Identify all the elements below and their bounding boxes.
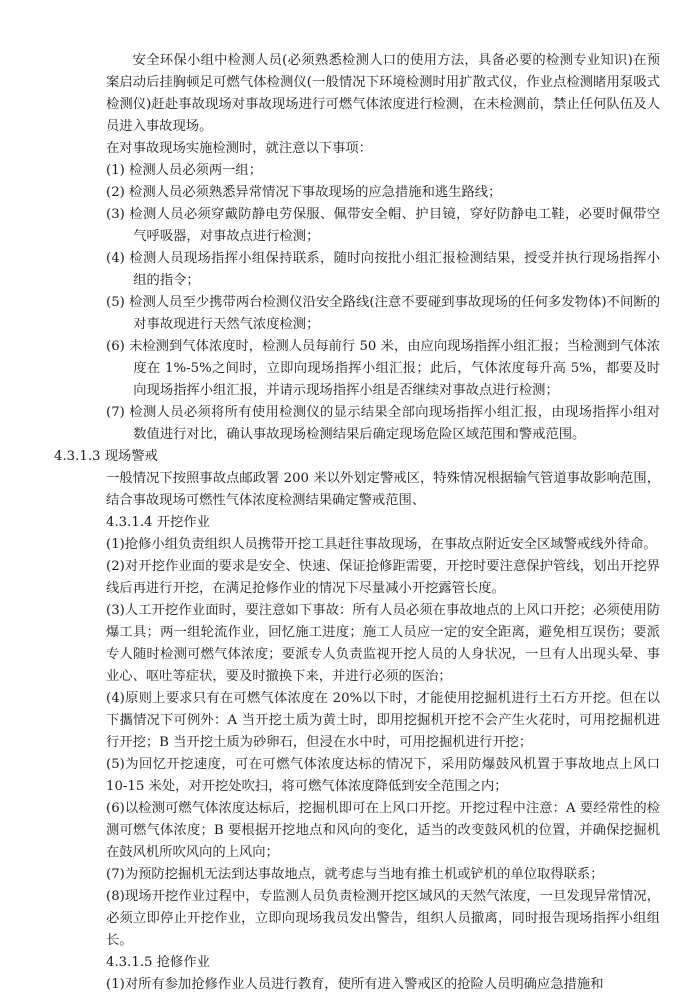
notice-item: (6) 未检测到气体浓度时，检测人员每前行 50 米，由应向现场指挥小组汇报；当检测到气体浓度在 1%-5%之间时，立即向现场指挥小组汇报；此后，气体浓度每升高 5%，都要及时向现场指挥小组汇报，并请示现场指挥小组是否继续对事故点进行检测； <box>106 339 660 398</box>
section-body-4313: 一般情况下按照事故点邮政署 200 米以外划定警戒区，特殊情况根据输气管道事故影响范围，结合事故现场可燃性气体浓度检测结果确定警戒范围、 <box>106 471 660 508</box>
notice-item: (4) 检测人员现场指挥小组保持联系，随时向按批小组汇报检测结果，授受并执行现场指挥小组的指令； <box>106 251 660 288</box>
dig-item: (8)现场开挖作业过程中，专监测人员负责检测开挖区域风的天然气浓度，一旦发现异常情况，必须立即停止开挖作业，立即向现场我员发出警告，组织人员撤离，同时报告现场指挥小组组长。 <box>106 889 660 948</box>
repair-item: (1)对所有参加抢修作业人员进行教育，使所有进入警戒区的抢险人员明确应急措施和 <box>106 977 604 992</box>
dig-item: (2)对开挖作业面的要求是安全、快速、保证抢修距需要，开挖时要注意保护管线，划出开挖界线后再进行开挖，在满足抢修作业的情况下尽量减小开挖露管长度。 <box>106 559 660 596</box>
notice-item: (7) 检测人员必须将所有使用检测仪的显示结果全部向现场指挥小组汇报，由现场指挥小组对数值进行对比，确认事故现场检测结果后确定现场危险区域范围和警戒范围。 <box>106 405 660 442</box>
dig-item: (4)原则上要求只有在可燃气体浓度在 20%以下时，才能使用挖掘机进行土石方开挖。但在以下攜情况下可例外：A 当开挖土质为黄土时，即用挖掘机开挖不会产生火花时，可用挖掘机进行开挖；B 当开挖土质为砂卵石，但浸在水中时，可用挖掘机进行开挖； <box>106 691 660 750</box>
notice-item: (3) 检测人员必须穿戴防静电劳保服、佩带安全帽、护目镜，穿好防静电工鞋，必要时佩带空气呼吸器，对事故点进行检测； <box>106 207 660 244</box>
section-heading-4315: 4.3.1.5 抢修作业 <box>106 955 210 970</box>
notice-item: (2) 检测人员必须熟悉异常情况下事故现场的应急措施和逃生路线； <box>106 185 502 200</box>
section-heading-4313: 4.3.1.3 现场警戒 <box>54 449 158 464</box>
notice-item: (5) 检测人员至少携带两台检测仪沿安全路线(注意不要碰到事故现场的任何多发物体)不间断的对事故现进行天然气浓度检测； <box>106 295 660 332</box>
intro-paragraph: 安全环保小组中检测人员(必须熟悉检测人口的使用方法，具备必要的检测专业知识)在预案启动后挂胸顿足可燃气体检测仪(一般情况下环境检测时用扩散式仪，作业点检测睹用泵吸式检测仪)赶赴事故现场对事故现场进行可燃气体浓度进行检测，在未检测前，禁止任何队伍及人员进入事故现场。 <box>106 53 660 134</box>
dig-item: (7)为预防挖掘机无法到达事故地点，就考虑与当地有推土机或铲机的单位取得联系； <box>106 867 604 882</box>
section-heading-4314: 4.3.1.4 开挖作业 <box>106 515 210 530</box>
dig-item: (5)为回忆开挖速度，可在可燃气体浓度达标的情况下，采用防爆鼓风机置于事故地点上风口 10-15 米处，对开挖处吹扫，将可燃气体浓度降低到安全范围之内； <box>106 757 660 794</box>
notice-heading: 在对事故现场实施检测时，就注意以下事项： <box>106 141 372 156</box>
notice-item: (1) 检测人员必须两一组； <box>106 163 263 178</box>
dig-item: (1)抢修小组负责组织人员携带开挖工具赶往事故现场，在事故点附近安全区域警戒线外待命。 <box>106 537 657 552</box>
dig-item: (6)以检测可燃气体浓度达标后，挖掘机即可在上风口开挖。开挖过程中注意：A 要经常性的检测可燃气体浓度；B 要根据开挖地点和风向的变化，适当的改变鼓风机的位置，并确保挖掘机在鼓风机所吹风向的上风向； <box>106 801 660 860</box>
dig-item: (3)人工开挖作业面时，要注意如下事故：所有人员必须在事故地点的上风口开挖；必须使用防爆工具；两一组轮流作业，回忆施工进度；施工人员应一定的安全距离，避免相互误伤；要派专人随时检测可燃气体浓度；要派专人负责监视开挖人员的人身状况，一旦有人出现头晕、事业心、呕吐等症状，要及时撤换下来，并进行必须的医治； <box>106 603 660 684</box>
